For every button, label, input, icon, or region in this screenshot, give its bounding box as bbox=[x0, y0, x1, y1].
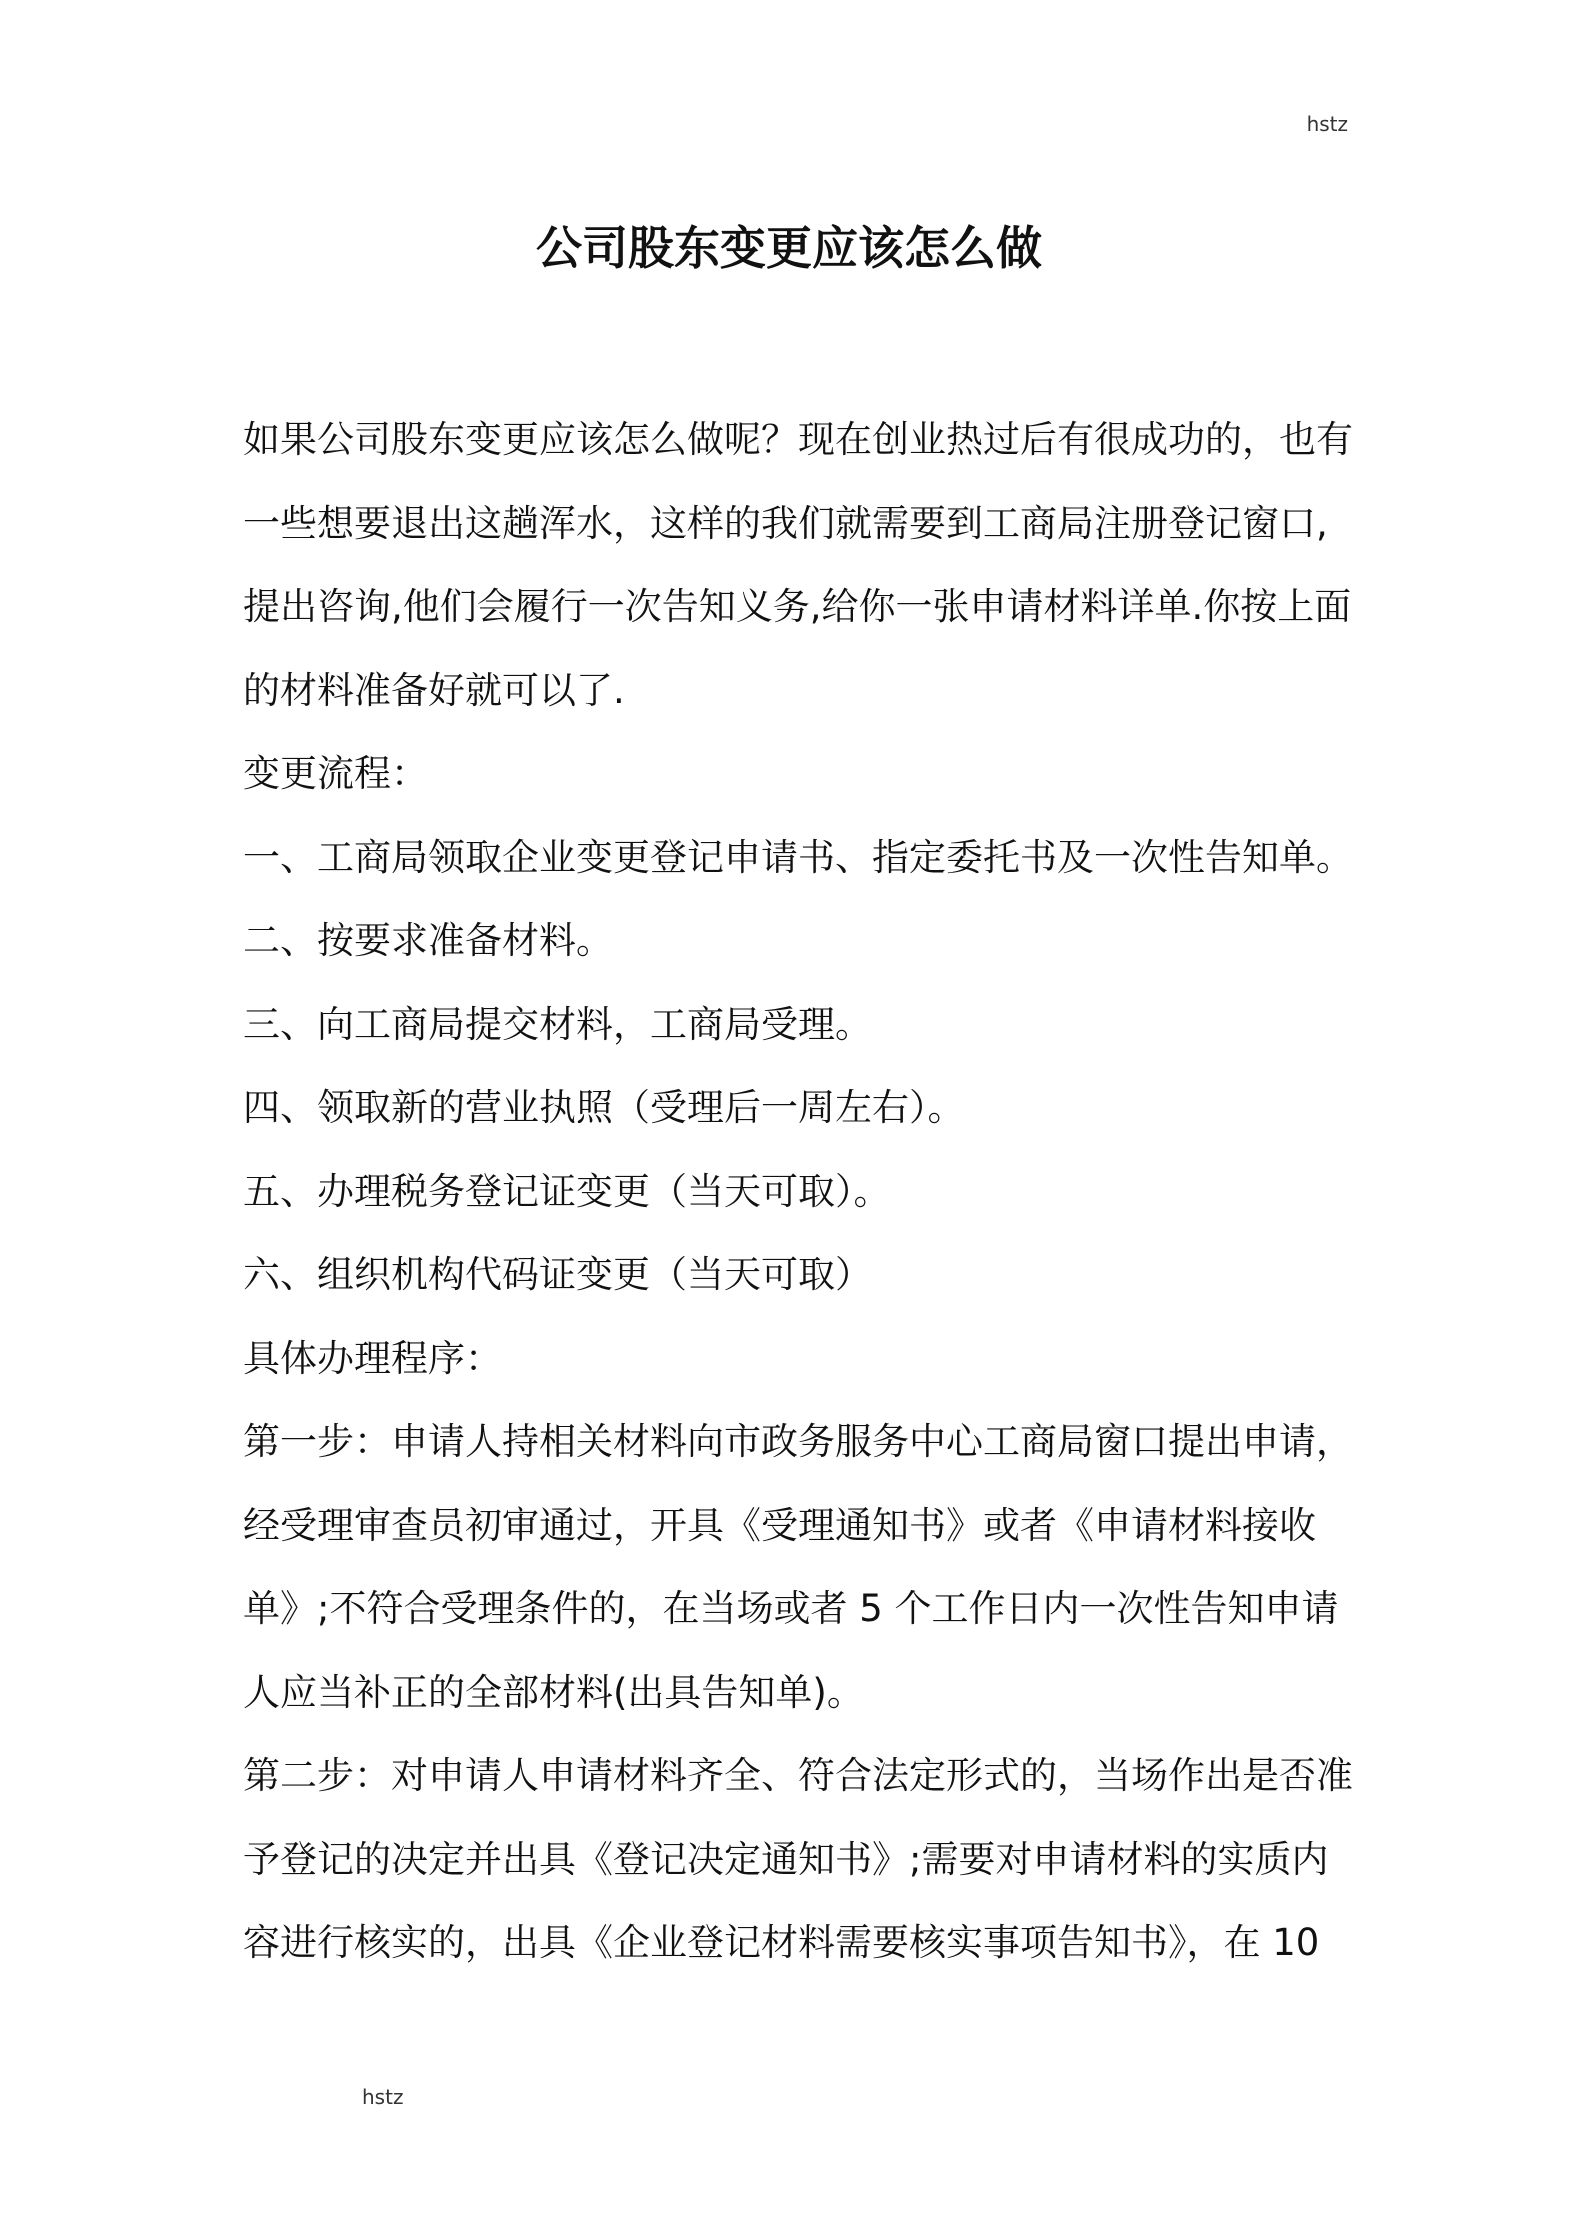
paragraph-step-2: 二、按要求准备材料。 bbox=[243, 919, 613, 962]
paragraph-process-heading: 变更流程： bbox=[243, 752, 428, 795]
document-body bbox=[243, 398, 1355, 1985]
document-title: 公司股东变更应该怎么做 bbox=[536, 221, 1042, 275]
header-mark: hstz bbox=[1306, 112, 1348, 136]
paragraph-step-3: 三、向工商局提交材料，工商局受理。 bbox=[243, 1002, 872, 1046]
paragraph-step-5: 五、办理税务登记证变更（当天可取）。 bbox=[243, 1169, 891, 1213]
paragraph-step-1: 一、工商局领取企业变更登记申请书、指定委托书及一次性告知单。 bbox=[243, 835, 1353, 879]
footer-mark: hstz bbox=[362, 2085, 404, 2109]
paragraph-step-6: 六、组织机构代码证变更（当天可取） bbox=[243, 1253, 872, 1296]
paragraph-procedure-heading: 具体办理程序： bbox=[243, 1336, 502, 1380]
paragraph-procedure-step-2: 第二步：对申请人申请材料齐全、符合法定形式的，当场作出是否准予登记的决定并出具《登记决定通知书》;需要对申请材料的实质内容进行核实的，出具《企业登记材料需要核实事项告知书》，在 10 bbox=[243, 1754, 1353, 1964]
paragraph-procedure-step-1: 第一步：申请人持相关材料向市政务服务中心工商局窗口提出申请，经受理审查员初审通过，开具《受理通知书》或者《申请材料接收单》;不符合受理条件的，在当场或者 5 个工作日内一次性告知申请人应当补正的全部材料(出具告知单)。 bbox=[243, 1420, 1353, 1714]
paragraph-intro: 如果公司股东变更应该怎么做呢？现在创业热过后有很成功的，也有一些想要退出这趟浑水，这样的我们就需要到工商局注册登记窗口,提出咨询,他们会履行一次告知义务,给你一张申请材料详单.你按上面的材料准备好就可以了. bbox=[243, 418, 1353, 712]
paragraph-step-4: 四、领取新的营业执照（受理后一周左右）。 bbox=[243, 1086, 965, 1129]
